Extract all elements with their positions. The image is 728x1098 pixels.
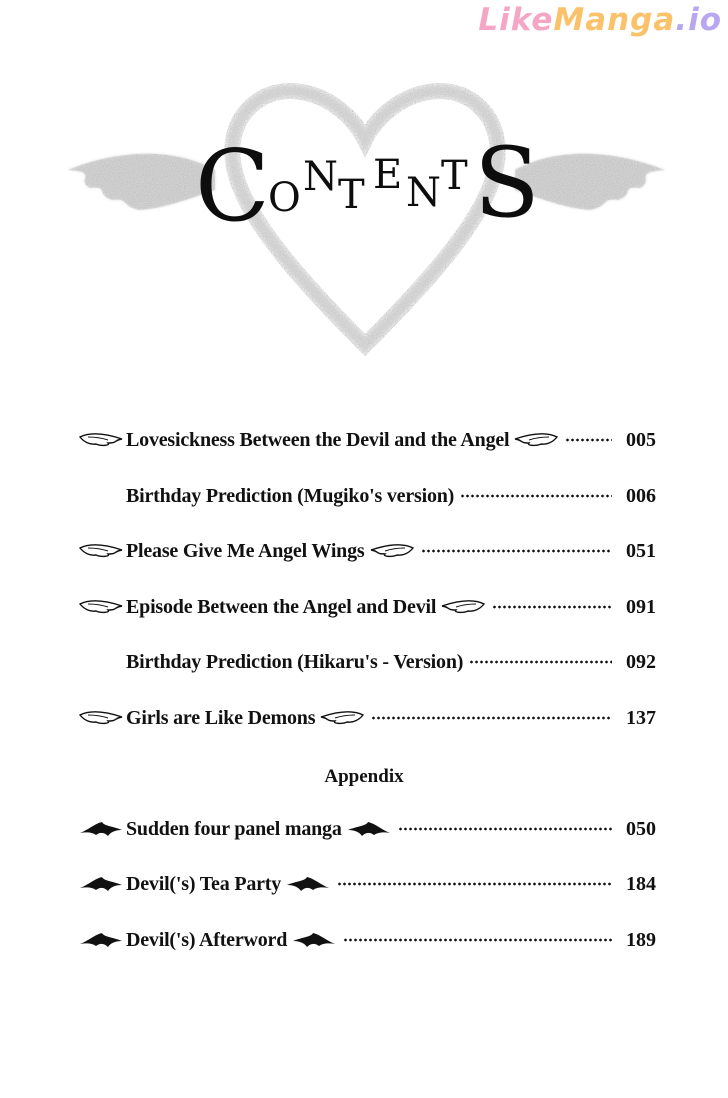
toc-entry-title: Devil('s) Afterword bbox=[126, 928, 288, 951]
angel-wing-icon bbox=[78, 542, 126, 560]
watermark-part-2: Manga bbox=[553, 2, 676, 38]
dot-leader bbox=[337, 882, 612, 886]
dot-leader bbox=[398, 827, 612, 831]
angel-wing-icon bbox=[513, 431, 559, 449]
devil-wing-icon bbox=[78, 875, 126, 893]
toc-entry[interactable] bbox=[78, 422, 656, 458]
toc-entry[interactable] bbox=[78, 644, 656, 680]
toc-entry-title: Girls are Like Demons bbox=[126, 706, 316, 729]
title-letter: T bbox=[338, 172, 365, 218]
watermark-part-3: .io bbox=[675, 2, 722, 38]
title-letter: S bbox=[474, 127, 540, 239]
angel-wing-icon bbox=[78, 431, 126, 449]
toc-entry[interactable] bbox=[78, 478, 656, 514]
devil-wing-icon bbox=[78, 931, 126, 949]
title-letter: N bbox=[303, 154, 338, 200]
toc-entry-title: Birthday Prediction (Mugiko's version) bbox=[126, 484, 455, 507]
toc-page-number: 092 bbox=[626, 650, 656, 673]
toc-page-number: 005 bbox=[626, 428, 656, 451]
angel-wing-icon bbox=[440, 598, 486, 616]
toc-page-number: 184 bbox=[626, 872, 656, 895]
toc-entry-title: Episode Between the Angel and Devil bbox=[126, 595, 437, 618]
site-watermark bbox=[478, 2, 722, 38]
appendix-heading: Appendix bbox=[324, 766, 404, 787]
title-letter: N bbox=[406, 170, 441, 216]
toc-entry[interactable] bbox=[78, 811, 656, 847]
devil-wing-icon bbox=[346, 820, 392, 838]
devil-wing-icon bbox=[78, 820, 126, 838]
toc-entry[interactable] bbox=[78, 700, 656, 736]
dot-leader bbox=[371, 716, 612, 720]
angel-wing-icon bbox=[78, 709, 126, 727]
toc-page-number: 137 bbox=[626, 706, 656, 729]
title-letter: E bbox=[373, 152, 403, 198]
title-letter: T bbox=[441, 153, 468, 199]
devil-wing-icon bbox=[285, 875, 331, 893]
contents-title bbox=[0, 127, 728, 250]
toc-page-number: 189 bbox=[626, 928, 656, 951]
devil-wing-icon bbox=[291, 931, 337, 949]
toc-page-number: 006 bbox=[626, 484, 656, 507]
toc-entry-title: Birthday Prediction (Hikaru's - Version) bbox=[126, 650, 464, 673]
toc-entry[interactable] bbox=[78, 533, 656, 569]
toc-entry[interactable] bbox=[78, 589, 656, 625]
toc-entry-title: Lovesickness Between the Devil and the Angel bbox=[126, 428, 510, 451]
watermark-part-1: Like bbox=[478, 2, 554, 38]
title-letter: O bbox=[268, 175, 301, 221]
title-letter: C bbox=[195, 130, 270, 244]
toc-page-number: 050 bbox=[626, 817, 656, 840]
angel-wing-icon bbox=[78, 598, 126, 616]
dot-leader bbox=[421, 549, 613, 553]
dot-leader bbox=[460, 494, 612, 498]
dot-leader bbox=[492, 605, 612, 609]
toc-entry-title: Devil('s) Tea Party bbox=[126, 872, 282, 895]
dot-leader bbox=[343, 938, 612, 942]
dot-leader bbox=[469, 660, 612, 664]
toc-page-number: 091 bbox=[626, 595, 656, 618]
toc-entry-title: Please Give Me Angel Wings bbox=[126, 539, 365, 562]
angel-wing-icon bbox=[369, 542, 415, 560]
toc-page-number: 051 bbox=[626, 539, 656, 562]
dot-leader bbox=[565, 438, 612, 442]
toc-entry[interactable] bbox=[78, 866, 656, 902]
toc-entry[interactable] bbox=[78, 922, 656, 958]
toc-entry-title: Sudden four panel manga bbox=[126, 817, 342, 840]
angel-wing-icon bbox=[319, 709, 365, 727]
